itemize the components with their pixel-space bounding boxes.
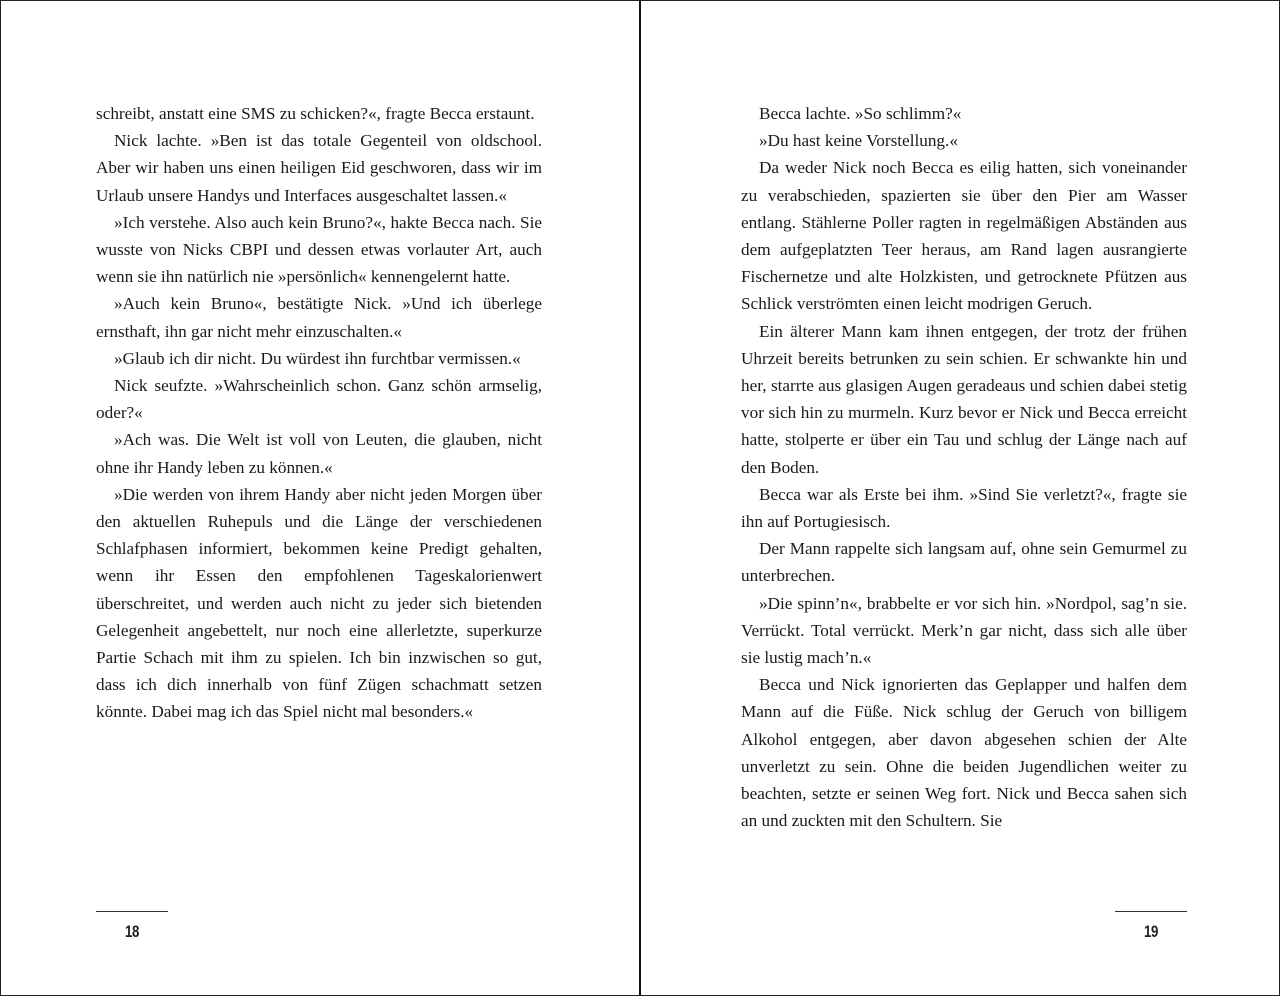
- paragraph: »Du hast keine Vorstellung.«: [759, 131, 958, 151]
- paragraph: Nick lachte. »Ben ist das totale Gegenteil von oldschool. Aber wir haben uns einen heiligen Eid geschworen, dass wir im Urlaub unsere Handys und Interfaces ausgeschaltet lassen.«: [96, 131, 542, 205]
- paragraph: »Ich verstehe. Also auch kein Bruno?«, hakte Becca nach. Sie wusste von Nicks CBPI und dessen etwas vorlauter Art, auch wenn sie ihn natürlich nie »persönlich« kennengelernt hatte.: [96, 212, 542, 287]
- left-page-text: [96, 100, 542, 726]
- right-page: [640, 1, 1278, 995]
- paragraph: »Glaub ich dir nicht. Du würdest ihn furchtbar vermissen.«: [114, 348, 521, 368]
- paragraph: Da weder Nick noch Becca es eilig hatten, sich voneinander zu verabschieden, spazierten sie über den Pier am Wasser entlang. Stählerne Poller ragten in regelmäßigen Abständen aus dem aufgeplatzten Teer heraus, am Rand lagen ausrangierte Fischernetze und alte Holzkisten, und getrocknete Pfützen aus Schlick verströmten einen leicht modrigen Geruch.: [741, 158, 1187, 314]
- right-page-text: [741, 100, 1187, 834]
- paragraph: »Die werden von ihrem Handy aber nicht jeden Morgen über den aktuellen Ruhepuls und die Länge der verschiedenen Schlafphasen informiert, bekommen keine Predigt gehalten, wenn ihr Essen den empfohlenen Tageskalorienwert überschreitet, und werden auch nicht zu jeder sich bietenden Gelegenheit angebettelt, nur noch eine allerletzte, superkurze Partie Schach mit ihm zu spielen. Ich bin inzwischen so gut, dass ich dich innerhalb von fünf Zügen schachmatt setzen könnte. Dabei mag ich das Spiel nicht mal besonders.«: [96, 484, 542, 722]
- page-number: 19: [1144, 922, 1158, 941]
- paragraph: »Ach was. Die Welt ist voll von Leuten, die glauben, nicht ohne ihr Handy leben zu können.«: [96, 430, 542, 477]
- paragraph: »Die spinn’n«, brabbelte er vor sich hin. »Nordpol, sag’n sie. Verrückt. Total verrückt. Merk’n gar nicht, dass sich alle über sie lustig mach’n.«: [741, 593, 1187, 668]
- paragraph: »Auch kein Bruno«, bestätigte Nick. »Und ich überlege ernsthaft, ihn gar nicht mehr einzuschalten.«: [96, 294, 542, 341]
- left-page: [1, 1, 639, 995]
- page-number: 18: [125, 922, 139, 941]
- footer-rule: [1115, 911, 1187, 912]
- paragraph: Becca war als Erste bei ihm. »Sind Sie verletzt?«, fragte sie ihn auf Portugiesisch.: [741, 484, 1187, 532]
- paragraph: Der Mann rappelte sich langsam auf, ohne sein Gemurmel zu unterbrechen.: [741, 539, 1187, 586]
- paragraph: schreibt, anstatt eine SMS zu schicken?«, fragte Becca erstaunt.: [96, 104, 535, 123]
- footer-rule: [96, 911, 168, 912]
- paragraph: Becca und Nick ignorierten das Geplapper und halfen dem Mann auf die Füße. Nick schlug der Geruch von billigem Alkohol entgegen, aber davon abgesehen schien der Alte unverletzt zu sein. Ohne die beiden Jugendlichen weiter zu beachten, setzte er seinen Weg fort. Nick und Becca sahen sich an und zuckten mit den Schultern. Sie: [741, 675, 1187, 831]
- paragraph: Ein älterer Mann kam ihnen entgegen, der trotz der frühen Uhrzeit bereits betrunken zu sein schien. Er schwankte hin und her, starrte aus glasigen Augen geradeaus und schien dabei stetig vor sich hin zu murmeln. Kurz bevor er Nick und Becca erreicht hatte, stolperte er über ein Tau und schlug der Länge nach auf den Boden.: [741, 321, 1187, 477]
- paragraph: Nick seufzte. »Wahrscheinlich schon. Ganz schön armselig, oder?«: [96, 376, 542, 423]
- paragraph: Becca lachte. »So schlimm?«: [759, 104, 962, 123]
